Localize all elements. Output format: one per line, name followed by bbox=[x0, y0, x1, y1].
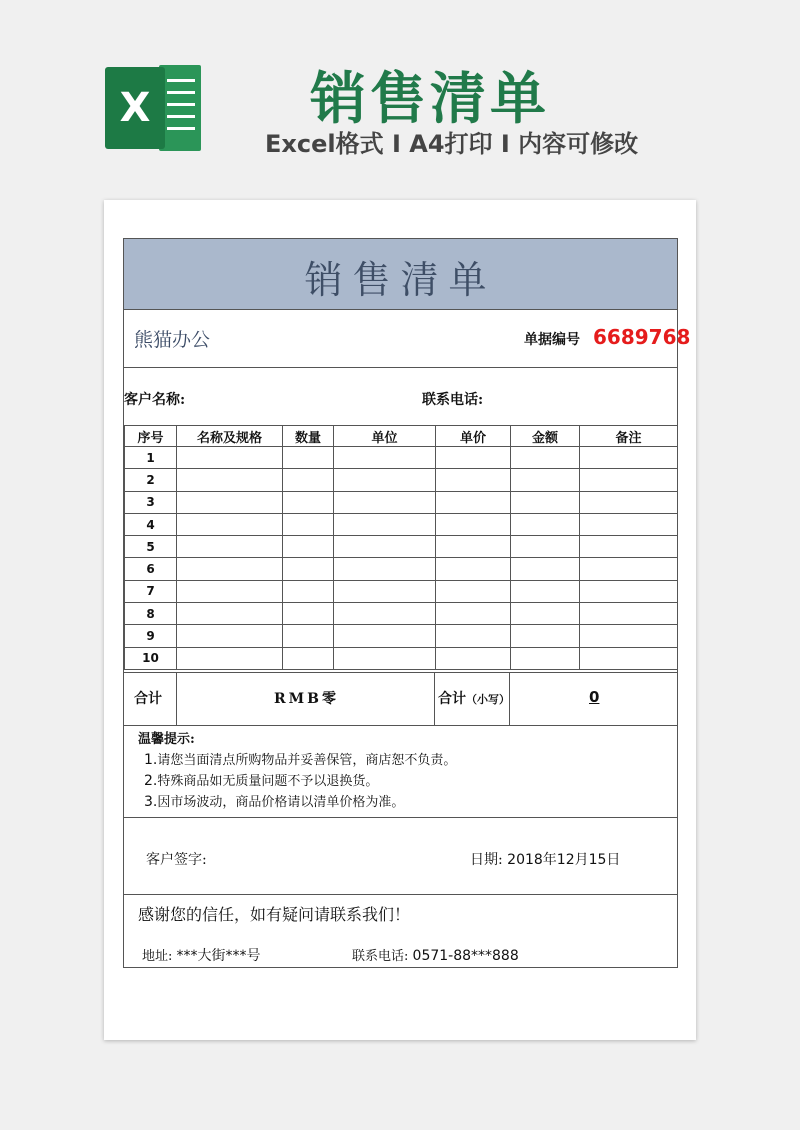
table-row bbox=[125, 447, 678, 469]
row-number: 2 bbox=[125, 469, 177, 491]
table-row bbox=[125, 625, 678, 647]
table-cell bbox=[436, 580, 511, 602]
tip-item: 1.请您当面清点所购物品并妥善保管，商店恕不负责。 bbox=[144, 752, 457, 768]
company-name: 熊猫办公 bbox=[134, 329, 211, 351]
logo-letter: X bbox=[119, 85, 151, 131]
total-small-label: 合计（小写） bbox=[438, 691, 510, 707]
table-cell bbox=[283, 469, 334, 491]
tips-title: 温馨提示: bbox=[138, 732, 195, 747]
table-cell bbox=[511, 647, 580, 669]
row-number: 7 bbox=[125, 580, 177, 602]
table-cell bbox=[436, 603, 511, 625]
table-cell bbox=[283, 558, 334, 580]
table-cell bbox=[511, 491, 580, 513]
table-cell bbox=[283, 447, 334, 469]
rmb-label: RMB零 bbox=[274, 691, 339, 707]
row-number: 9 bbox=[125, 625, 177, 647]
tip-item: 3.因市场波动，商品价格请以清单价格为准。 bbox=[144, 794, 405, 810]
table-cell bbox=[511, 513, 580, 535]
table-cell bbox=[436, 491, 511, 513]
table-cell bbox=[334, 469, 436, 491]
table-cell bbox=[511, 469, 580, 491]
table-cell bbox=[177, 536, 283, 558]
table-cell bbox=[580, 647, 678, 669]
table-cell bbox=[580, 447, 678, 469]
table-cell bbox=[511, 625, 580, 647]
table-cell bbox=[334, 447, 436, 469]
table-cell bbox=[580, 603, 678, 625]
table-cell bbox=[511, 447, 580, 469]
column-header: 单价 bbox=[436, 426, 511, 447]
column-header: 备注 bbox=[580, 426, 678, 447]
column-header: 名称及规格 bbox=[177, 426, 283, 447]
table-cell bbox=[436, 513, 511, 535]
table-cell bbox=[334, 625, 436, 647]
banner-title: 销售清单 bbox=[310, 67, 550, 132]
table-cell bbox=[334, 558, 436, 580]
table-cell bbox=[511, 536, 580, 558]
form-title: 销售清单 bbox=[304, 258, 497, 302]
items-table bbox=[124, 425, 678, 670]
table-cell bbox=[580, 625, 678, 647]
table-header-row bbox=[125, 426, 678, 447]
table-cell bbox=[511, 558, 580, 580]
table-cell bbox=[177, 558, 283, 580]
table-row bbox=[125, 580, 678, 602]
table-cell bbox=[580, 580, 678, 602]
row-number: 5 bbox=[125, 536, 177, 558]
table-cell bbox=[177, 513, 283, 535]
banner-subtitle: Excel格式 I A4打印 I 内容可修改 bbox=[265, 130, 639, 158]
table-cell bbox=[334, 580, 436, 602]
table-row bbox=[125, 513, 678, 535]
table-cell bbox=[436, 558, 511, 580]
document-page bbox=[104, 200, 696, 1040]
table-cell bbox=[436, 469, 511, 491]
table-cell bbox=[334, 536, 436, 558]
table-cell bbox=[283, 513, 334, 535]
table-cell bbox=[283, 625, 334, 647]
divider bbox=[124, 367, 677, 368]
table-cell bbox=[580, 491, 678, 513]
table-row bbox=[125, 647, 678, 669]
table-cell bbox=[436, 447, 511, 469]
table-cell bbox=[283, 603, 334, 625]
row-number: 4 bbox=[125, 513, 177, 535]
table-cell bbox=[334, 603, 436, 625]
total-row bbox=[124, 672, 677, 725]
table-cell bbox=[177, 469, 283, 491]
table-cell bbox=[334, 491, 436, 513]
banner bbox=[0, 0, 800, 190]
date-field: 日期: 2018年12月15日 bbox=[470, 852, 621, 868]
table-cell bbox=[334, 647, 436, 669]
table-cell bbox=[177, 491, 283, 513]
table-cell bbox=[580, 558, 678, 580]
table-row bbox=[125, 603, 678, 625]
table-cell bbox=[436, 536, 511, 558]
table-cell bbox=[283, 536, 334, 558]
table-row bbox=[125, 491, 678, 513]
customer-name-label: 客户名称: bbox=[124, 392, 186, 408]
excel-icon bbox=[105, 65, 203, 151]
table-cell bbox=[436, 647, 511, 669]
table-cell bbox=[511, 580, 580, 602]
address: 地址: ***大街***号 bbox=[142, 948, 261, 964]
table-cell bbox=[334, 513, 436, 535]
column-header: 单位 bbox=[334, 426, 436, 447]
table-cell bbox=[580, 536, 678, 558]
doc-no-label: 单据编号 bbox=[524, 332, 580, 348]
column-header: 数量 bbox=[283, 426, 334, 447]
form-header bbox=[124, 239, 677, 310]
tip-item: 2.特殊商品如无质量问题不予以退换货。 bbox=[144, 773, 379, 789]
table-cell bbox=[177, 447, 283, 469]
table-row bbox=[125, 558, 678, 580]
tips-section bbox=[138, 729, 456, 813]
table-cell bbox=[283, 580, 334, 602]
row-number: 8 bbox=[125, 603, 177, 625]
row-number: 6 bbox=[125, 558, 177, 580]
column-header: 金额 bbox=[511, 426, 580, 447]
table-cell bbox=[283, 647, 334, 669]
row-number: 3 bbox=[125, 491, 177, 513]
table-cell bbox=[511, 603, 580, 625]
column-header: 序号 bbox=[125, 426, 177, 447]
table-row bbox=[125, 469, 678, 491]
table-cell bbox=[177, 580, 283, 602]
customer-sign-label: 客户签字: bbox=[146, 852, 207, 868]
thanks-message: 感谢您的信任，如有疑问请联系我们！ bbox=[138, 905, 411, 924]
table-cell bbox=[177, 603, 283, 625]
table-cell bbox=[177, 647, 283, 669]
sales-form bbox=[123, 238, 691, 968]
total-label: 合计 bbox=[134, 691, 162, 707]
doc-no: 6689768 bbox=[593, 325, 691, 349]
table-cell bbox=[580, 513, 678, 535]
phone-label: 联系电话: bbox=[422, 392, 484, 408]
table-cell bbox=[177, 625, 283, 647]
table-cell bbox=[436, 625, 511, 647]
table-row bbox=[125, 536, 678, 558]
row-number: 10 bbox=[125, 647, 177, 669]
table-cell bbox=[283, 491, 334, 513]
row-number: 1 bbox=[125, 447, 177, 469]
contact-phone: 联系电话: 0571-88***888 bbox=[352, 948, 519, 964]
total-small-value: 0 bbox=[589, 688, 600, 706]
table-cell bbox=[580, 469, 678, 491]
